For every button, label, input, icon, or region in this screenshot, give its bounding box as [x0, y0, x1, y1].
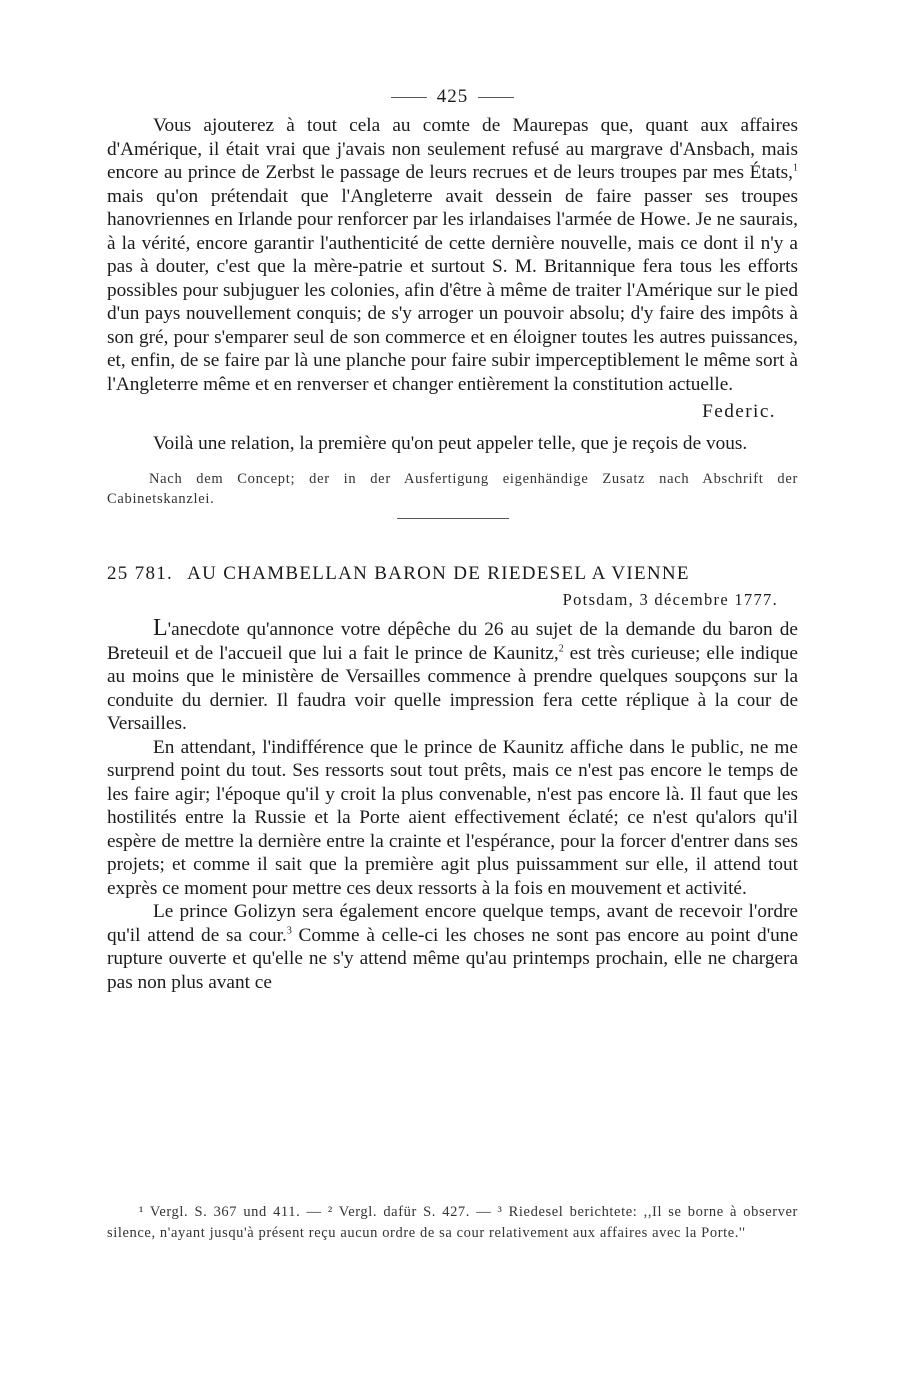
source-note: Nach dem Concept; der in der Ausfertigung eigenhändige Zusatz nach Abschrift der Cabinetskanzlei. [107, 471, 798, 507]
footnotes [107, 1202, 798, 1244]
letter-heading [107, 561, 798, 587]
letter1-paragraph [107, 114, 798, 396]
section-divider [397, 518, 509, 519]
right-dash [478, 97, 514, 98]
letter1-text: Vous ajouterez à tout cela au comte de Maurepas que, quant aux affaires d'Amérique, il était vrai que j'avais non seulement refusé au margrave d'Ansbach, mais encore au prince de Zerbst le passage de leurs recrues et de leurs troupes par mes États, [107, 115, 798, 183]
letter-number: 25 781. [107, 563, 174, 584]
letter2-paragraph-2: En attendant, l'indifférence que le prince de Kaunitz affiche dans le public, ne me surprend point du tout. Ses ressorts sout tout prêts, mais ce n'est pas encore le temps de les faire agir; l'époque qu'il y croit la plus convenable, n'est pas encore là. Il faut que les hostilités entre la Russie et la Porte aient effectivement éclaté; ce n'est qu'alors qu'il espère de mettre la dernière entre la crainte et l'espérance, pour la forcer d'entrer dans ses projets; et comme il sait que la première agit plus puissamment sur elle, il attend tout exprès ce moment pour mettre ces deux ressorts à la fois en mouvement et activité. [107, 736, 798, 899]
p1-text: 'anecdote qu'annonce votre dépêche du 26 au sujet de la demande du baron de Breteuil et de l'accueil que lui a fait le prince de Kaunitz, [107, 619, 798, 664]
footnote-mark-1: 1 [793, 162, 798, 174]
footnote-mark-2: 2 [558, 643, 564, 655]
postscript: Voilà une relation, la première qu'on peut appeler telle, que je reçois de vous. [153, 432, 748, 454]
page-number: 425 [436, 86, 469, 107]
page-header [107, 80, 798, 114]
letter1-text-cont: mais qu'on prétendait que l'Angleterre avait dessein de faire passer ses troupes hanovriennes en Irlande pour renforcer par les irlandaises l'armée de Howe. Je ne saurais, à la vérité, encore garantir l'authenticité de cette dernière nouvelle, mais ce dont il n'y a pas à douter, c'est que la mère-patrie et surtout S. M. Britannique fera tous les efforts possibles pour subjuguer les colonies, afin d'être à même de traiter l'Amérique sur le pied d'un pays nouvellement conquis; de s'y arroger un pouvoir absolu; d'y faire des impôts à son gré, pour s'emparer seul de son commerce et en éloigner toutes les autres puissances, et, enfin, de se faire par là une planche pour faire subir imperceptiblement le même sort à l'Angleterre même et en renverser et changer entièrement la constitution actuelle. [107, 185, 798, 395]
footnote-mark-3: 3 [286, 925, 292, 937]
dateline: Potsdam, 3 décembre 1777. [562, 590, 778, 609]
letter2-paragraph-1 [107, 617, 798, 736]
left-dash [391, 97, 427, 98]
letter-title: AU CHAMBELLAN BARON DE RIEDESEL A VIENNE [187, 563, 690, 584]
p3-text-cont: Comme à celle-ci les choses ne sont pas encore au point d'une rupture ouverte et qu'elle ne s'y attend même qu'au printemps prochain, elle ne chargera pas non plus avant ce [107, 924, 799, 993]
page-body [107, 80, 798, 994]
letter2-paragraph-3 [107, 900, 798, 994]
footnote-text: ¹ Vergl. S. 367 und 411. — ² Vergl. dafür S. 427. — ³ Riedesel berichtete: ,,Il se borne à observer silence, n'ayant jusqu'à présent reçu aucun ordre de sa cour relativement aux affaires avec la Porte.'' [107, 1204, 798, 1241]
p1-text-cont: est très curieuse; elle indique au moins que le ministère de Versailles commence à prendre quelques soupçons sur la conduite du dernier. Il faudra voir quelle impression fera cette réplique à la cour de Versailles. [107, 642, 798, 734]
initial-letter: L [153, 615, 168, 641]
p3-text: Le prince Golizyn sera également encore quelque temps, avant de recevoir l'ordre qu'il attend de sa cour. [107, 901, 798, 946]
signature: Federic. [702, 401, 776, 422]
